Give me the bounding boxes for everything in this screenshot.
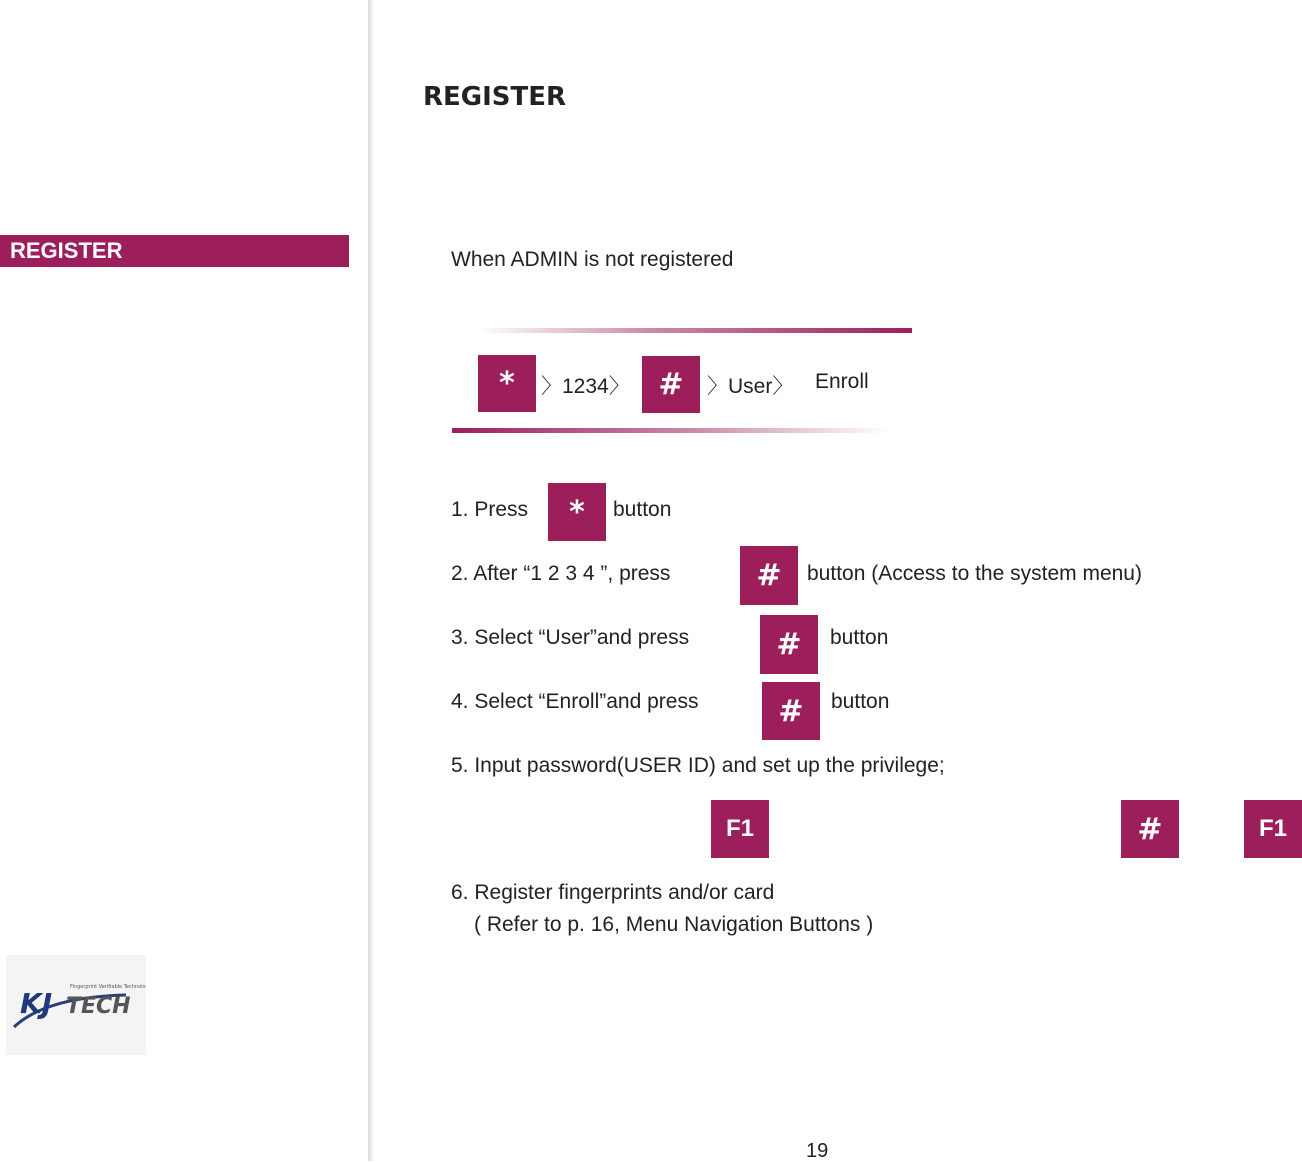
step-6-text: 6. Register fingerprints and/or card	[451, 881, 775, 904]
step-2-suffix: button (Access to the system menu)	[807, 562, 1142, 585]
vertical-divider	[368, 0, 375, 1161]
star-key-icon: *	[478, 355, 536, 412]
step-6-note: ( Refer to p. 16, Menu Navigation Buttons )	[474, 913, 874, 936]
kjtech-logo	[6, 955, 146, 1055]
hash-key-icon: #	[1121, 800, 1179, 858]
hash-key-icon: #	[642, 356, 700, 413]
svg-text:KJ: KJ	[20, 987, 53, 1020]
page-number: 19	[806, 1140, 829, 1162]
sequence-enroll: Enroll	[815, 370, 869, 393]
star-key-icon: *	[548, 483, 606, 541]
f1-key-icon: F1	[1244, 800, 1302, 858]
hash-key-icon: #	[760, 615, 818, 674]
hash-key-icon: #	[740, 546, 798, 605]
hash-key-icon: #	[762, 682, 820, 740]
svg-text:Fingerprint Verifiable Technol: Fingerprint Verifiable Technology	[70, 984, 146, 990]
sequence-text-2: 〉User〉	[707, 375, 794, 398]
step-1-suffix: button	[613, 498, 672, 521]
sequence-text-1: 〉1234〉	[541, 375, 630, 398]
step-2-text: 2. After “1 2 3 4 ”, press	[451, 562, 671, 585]
step-5-text: 5. Input password(USER ID) and set up the privilege;	[451, 754, 945, 777]
sequence-top-bar	[478, 328, 912, 333]
step-4-text: 4. Select “Enroll”and press	[451, 690, 699, 713]
section-tag: REGISTER	[0, 235, 349, 267]
step-3-suffix: button	[830, 626, 889, 649]
svg-text:TECH: TECH	[66, 994, 131, 1019]
step-3-text: 3. Select “User”and press	[451, 626, 690, 649]
step-4-suffix: button	[831, 690, 890, 713]
f1-key-icon: F1	[711, 800, 769, 858]
step-1-text: 1. Press	[451, 498, 529, 521]
section-heading: When ADMIN is not registered	[451, 248, 734, 271]
page-title: REGISTER	[423, 82, 567, 112]
sequence-bottom-bar	[452, 428, 888, 433]
